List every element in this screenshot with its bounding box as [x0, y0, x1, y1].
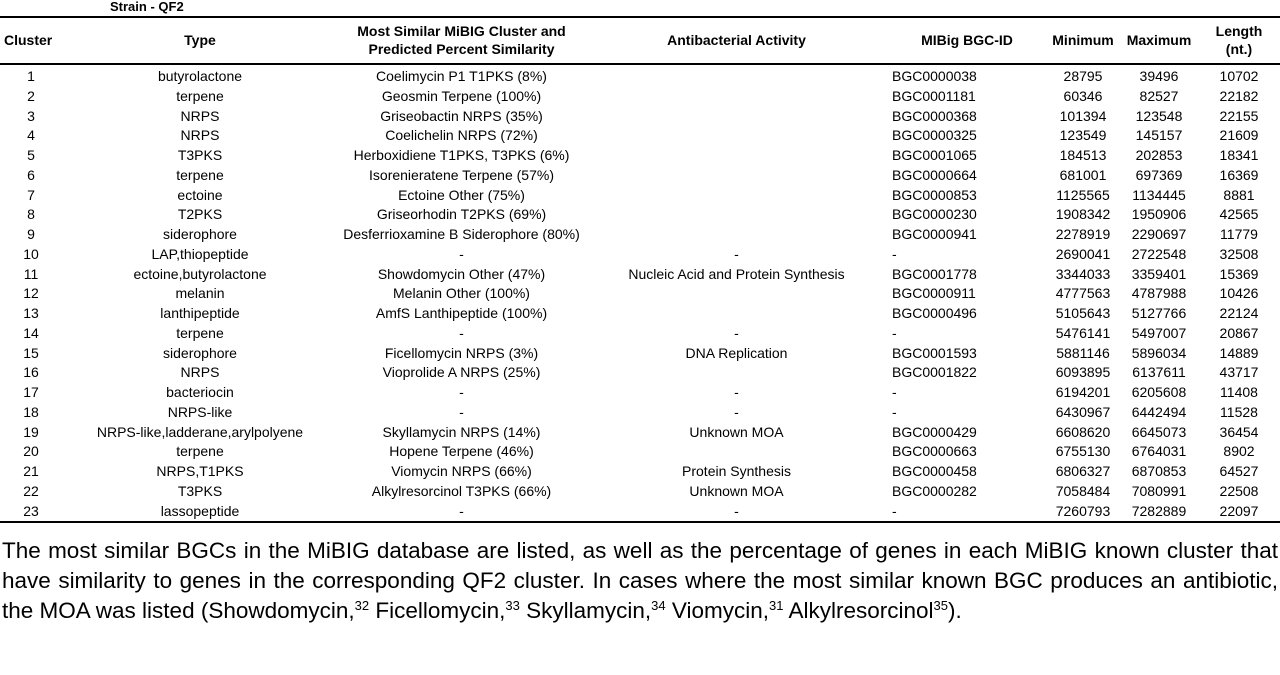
cell-bgc-id: BGC0000853 [892, 186, 977, 203]
cell-minimum: 5881146 [1056, 344, 1110, 361]
cell-activity [585, 304, 888, 324]
cell-activity [585, 166, 888, 186]
cell-minimum: 4777563 [1055, 285, 1111, 302]
caption-text: The most similar BGCs in the MiBIG database are listed, as well as the percentage of genes in each MiBIG known cluster that have similarity to genes in the corresponding QF2 cluster. In cases where the most similar known BGC produces an antibiotic, the MOA was listed ( [2, 538, 1278, 623]
table-row [0, 442, 1280, 462]
cell-activity [585, 284, 888, 304]
cell-cluster: 11 [23, 265, 39, 282]
cell-cluster: 16 [23, 364, 39, 381]
header-bgc-id: MIBig BGC-ID [888, 18, 1046, 64]
cell-maximum: 5896034 [1131, 344, 1187, 361]
cell-minimum: 1125565 [1056, 186, 1110, 203]
cell-maximum: 4787988 [1131, 285, 1187, 302]
cell-minimum: 101394 [1059, 107, 1107, 124]
cell-type: bacteriocin [166, 384, 234, 400]
header-type: Type [62, 18, 338, 64]
cell-length: 20867 [1219, 324, 1259, 341]
cell-minimum: 3344033 [1055, 265, 1111, 282]
cell-minimum: 5476141 [1055, 324, 1111, 341]
cell-length: 10702 [1219, 68, 1259, 84]
table-row [0, 245, 1280, 265]
table-row [0, 462, 1280, 482]
cell-cluster: 8 [27, 206, 35, 223]
cell-length: 42565 [1219, 206, 1259, 223]
cell-activity [585, 205, 888, 225]
cell-length: 15369 [1219, 265, 1259, 282]
cell-type: NRPS-like,ladderane,arylpolyene [96, 423, 304, 440]
cell-bgc-id: - [892, 324, 897, 341]
cell-type: ectoine,butyrolactone [133, 265, 267, 282]
cell-type: terpene [176, 87, 224, 104]
cell-type: lanthipeptide [160, 305, 240, 321]
caption-ref-name: Ficellomycin, [369, 598, 506, 623]
cell-activity: Unknown MOA [689, 482, 784, 499]
caption-ref-2 [369, 598, 520, 623]
cell-type: NRPS [180, 107, 220, 124]
cell-bgc-id: - [892, 384, 897, 400]
cell-similar-cluster: Hopene Terpene (46%) [389, 443, 534, 460]
cell-activity [585, 186, 888, 206]
cell-maximum: 6870853 [1131, 463, 1187, 479]
cell-cluster: 10 [23, 245, 39, 262]
cell-cluster: 21 [23, 463, 39, 479]
cell-type: T3PKS [177, 482, 223, 499]
cell-cluster: 13 [23, 305, 39, 321]
header-cluster: Cluster [0, 18, 62, 64]
cell-type: terpene [176, 443, 224, 460]
cell-similar-cluster: Herboxidiene T1PKS, T3PKS (6%) [353, 147, 570, 163]
table-row [0, 87, 1280, 107]
cell-bgc-id: - [892, 245, 897, 262]
cell-similar-cluster: Coelimycin P1 T1PKS (8%) [376, 68, 547, 84]
cell-activity [585, 442, 888, 462]
cell-activity: - [585, 502, 888, 523]
cell-minimum: 28795 [1063, 68, 1103, 84]
cell-type: siderophore [163, 344, 237, 361]
header-maximum: Maximum [1120, 18, 1198, 64]
cell-similar-cluster: Viomycin NRPS (66%) [391, 463, 532, 479]
cell-cluster: 9 [27, 226, 35, 242]
cell-similar-cluster: Vioprolide A NRPS (25%) [382, 364, 541, 381]
cell-minimum: 2690041 [1055, 245, 1111, 262]
cell-maximum: 3359401 [1131, 265, 1187, 282]
cell-minimum: 6093895 [1055, 364, 1111, 381]
cell-cluster: 3 [27, 107, 35, 124]
cell-bgc-id: BGC0000458 [892, 463, 977, 479]
cell-cluster: 17 [23, 384, 39, 400]
cell-activity [585, 87, 888, 107]
cell-activity [585, 363, 888, 383]
cell-bgc-id: BGC0001181 [892, 87, 976, 104]
cell-similar-cluster: - [459, 245, 464, 262]
cell-activity: Unknown MOA [689, 423, 784, 440]
cell-minimum: 5105643 [1055, 305, 1111, 321]
cell-bgc-id: - [888, 502, 1046, 523]
caption-ref-name: Showdomycin, [208, 598, 355, 623]
table-row [0, 126, 1280, 146]
cell-length: 22508 [1219, 482, 1259, 499]
cell-bgc-id: - [892, 403, 897, 420]
cell-maximum: 5497007 [1131, 324, 1187, 341]
cell-similar-cluster: Geosmin Terpene (100%) [381, 87, 542, 104]
cell-maximum: 6645073 [1131, 423, 1187, 440]
cell-type: siderophore [163, 226, 237, 242]
cell-type: LAP,thiopeptide [151, 245, 249, 262]
cell-minimum: 7260793 [1046, 502, 1120, 523]
cell-similar-cluster: - [459, 384, 464, 400]
cell-bgc-id: BGC0000230 [892, 206, 977, 223]
cell-bgc-id: BGC0000368 [892, 107, 977, 124]
cell-similar-cluster: Ficellomycin NRPS (3%) [384, 344, 539, 361]
cell-bgc-id: BGC0000282 [892, 482, 977, 499]
cell-length: 11408 [1220, 384, 1258, 400]
cell-minimum: 60346 [1063, 87, 1103, 104]
caption-ref-number: 31 [769, 598, 784, 613]
cell-bgc-id: BGC0000663 [892, 443, 977, 460]
cell-minimum: 123549 [1059, 127, 1107, 144]
caption-ref-1 [208, 598, 369, 623]
cell-bgc-id: BGC0001593 [892, 344, 977, 361]
cell-cluster: 12 [23, 285, 39, 302]
cell-similar-cluster: - [459, 324, 464, 341]
caption-ref-number: 33 [505, 598, 520, 613]
cell-activity: - [734, 384, 739, 400]
cell-minimum: 6194201 [1055, 384, 1111, 400]
strain-label: Strain - QF2 [110, 0, 184, 14]
cell-cluster: 6 [27, 166, 35, 183]
cell-minimum: 6806327 [1055, 463, 1111, 479]
header-similar-line2: Predicted Percent Similarity [368, 41, 555, 57]
cell-activity [585, 126, 888, 146]
cell-activity: - [734, 403, 739, 420]
cell-length: 11779 [1220, 226, 1258, 242]
cell-maximum: 145157 [1135, 127, 1183, 144]
header-minimum: Minimum [1046, 18, 1120, 64]
table-row [0, 64, 1280, 87]
cell-minimum: 6608620 [1055, 423, 1111, 440]
table-row [0, 344, 1280, 364]
table-row [0, 107, 1280, 127]
cell-length: 36454 [1219, 423, 1259, 440]
cell-type: T2PKS [177, 206, 223, 223]
header-length [1198, 18, 1280, 64]
cell-activity [585, 107, 888, 127]
cell-similar-cluster: - [459, 403, 464, 420]
caption-ref-number: 34 [651, 598, 666, 613]
table-row [0, 265, 1280, 285]
cell-maximum: 697369 [1135, 166, 1183, 183]
cell-length: 16369 [1219, 166, 1259, 183]
cell-type: terpene [176, 166, 224, 183]
cell-bgc-id: BGC0001065 [892, 147, 977, 163]
cell-maximum: 82527 [1139, 87, 1179, 104]
cell-bgc-id: BGC0000496 [892, 305, 977, 321]
caption-ref-name: Viomycin, [665, 598, 769, 623]
cell-similar-cluster: AmfS Lanthipeptide (100%) [375, 305, 548, 321]
cell-cluster: 14 [23, 324, 39, 341]
cell-length: 43717 [1219, 364, 1259, 381]
table-row [0, 186, 1280, 206]
cell-length: 22124 [1219, 305, 1259, 321]
cell-activity [585, 64, 888, 87]
cell-maximum: 7282889 [1120, 502, 1198, 523]
cell-cluster: 2 [27, 87, 35, 104]
cell-activity: DNA Replication [685, 344, 788, 361]
cell-length: 10426 [1219, 285, 1259, 302]
cell-maximum: 1134445 [1132, 186, 1186, 203]
cell-bgc-id: BGC0000325 [892, 127, 977, 144]
cell-minimum: 2278919 [1055, 226, 1111, 242]
cell-type: ectoine [177, 186, 223, 203]
cell-activity: - [734, 245, 739, 262]
header-length-line1: Length [1215, 23, 1263, 39]
cell-minimum: 184513 [1059, 147, 1107, 163]
table-row [0, 205, 1280, 225]
cell-maximum: 123548 [1135, 107, 1183, 124]
cell-bgc-id: BGC0000941 [892, 226, 977, 242]
header-similar-line1: Most Similar MiBIG Cluster and [357, 23, 566, 39]
cell-similar-cluster: Coelichelin NRPS (72%) [385, 127, 538, 144]
table-body [0, 64, 1280, 522]
cell-length: 22155 [1219, 107, 1259, 124]
caption-ref-name: Skyllamycin, [519, 598, 652, 623]
table-row [0, 284, 1280, 304]
header-activity: Antibacterial Activity [585, 18, 888, 64]
cell-type: NRPS [180, 364, 220, 381]
cell-cluster: 5 [27, 147, 35, 163]
cell-activity [585, 225, 888, 245]
table-row [0, 502, 1280, 523]
cell-similar-cluster: Ectoine Other (75%) [398, 186, 525, 203]
table-caption [2, 536, 1278, 626]
table-row [0, 324, 1280, 344]
table-row [0, 225, 1280, 245]
caption-ref-3 [520, 598, 666, 623]
cell-bgc-id: BGC0001822 [892, 364, 977, 381]
caption-ref-name: Alkylresorcinol [783, 598, 934, 623]
cell-minimum: 681001 [1059, 166, 1107, 183]
table-row [0, 166, 1280, 186]
cell-cluster: 19 [23, 423, 39, 440]
cell-maximum: 1950906 [1131, 206, 1187, 223]
cell-length: 8881 [1223, 186, 1255, 203]
cell-bgc-id: BGC0000038 [892, 68, 977, 84]
table-header [0, 18, 1280, 64]
cell-length: 8902 [1223, 443, 1255, 460]
cell-cluster: 7 [27, 186, 35, 203]
cell-activity: - [734, 324, 739, 341]
cell-maximum: 6442494 [1131, 403, 1187, 420]
cell-length: 21609 [1219, 127, 1259, 144]
cell-type: melanin [175, 285, 225, 302]
caption-ref-number: 32 [354, 598, 370, 613]
cell-length: 18341 [1219, 147, 1259, 163]
table-row [0, 363, 1280, 383]
header-length-line2: (nt.) [1225, 41, 1253, 57]
cell-similar-cluster: Skyllamycin NRPS (14%) [382, 423, 541, 440]
cell-type: T3PKS [177, 147, 223, 163]
bgc-table [0, 18, 1280, 523]
cell-maximum: 7080991 [1131, 482, 1187, 499]
table-row [0, 146, 1280, 166]
cell-minimum: 7058484 [1055, 482, 1111, 499]
cell-type: lassopeptide [62, 502, 338, 523]
cell-type: NRPS,T1PKS [156, 463, 244, 479]
cell-length: 14889 [1219, 344, 1259, 361]
cell-type: NRPS [180, 127, 220, 144]
cell-activity: Protein Synthesis [682, 463, 791, 479]
cell-maximum: 6764031 [1131, 443, 1187, 460]
cell-cluster: 18 [23, 403, 39, 420]
cell-similar-cluster: Griseobactin NRPS (35%) [380, 107, 543, 124]
cell-bgc-id: BGC0001778 [892, 265, 977, 282]
cell-cluster: 23 [0, 502, 62, 523]
header-similar [338, 18, 585, 64]
caption-ref-5 [783, 598, 948, 623]
table-row [0, 304, 1280, 324]
cell-length: 22182 [1219, 87, 1259, 104]
cell-type: terpene [176, 324, 224, 341]
cell-type: NRPS-like [167, 403, 233, 420]
cell-maximum: 2290697 [1131, 226, 1187, 242]
cell-cluster: 15 [23, 344, 39, 361]
header-row [0, 18, 1280, 64]
table-row [0, 383, 1280, 403]
cell-maximum: 6205608 [1131, 384, 1187, 400]
cell-cluster: 1 [27, 68, 35, 84]
cell-length: 32508 [1219, 245, 1259, 262]
cell-similar-cluster: Showdomycin Other (47%) [377, 265, 546, 282]
cell-minimum: 1908342 [1055, 206, 1111, 223]
cell-bgc-id: BGC0000664 [892, 166, 977, 183]
cell-maximum: 202853 [1135, 147, 1183, 163]
cell-similar-cluster: - [338, 502, 585, 523]
cell-maximum: 2722548 [1131, 245, 1187, 262]
cell-activity: Nucleic Acid and Protein Synthesis [628, 265, 845, 282]
cell-bgc-id: BGC0000429 [892, 423, 977, 440]
cell-cluster: 4 [27, 127, 35, 144]
cell-similar-cluster: Melanin Other (100%) [393, 285, 530, 302]
cell-length: 64527 [1219, 463, 1259, 479]
cell-similar-cluster: Isorenieratene Terpene (57%) [369, 166, 554, 183]
caption-closing: ). [948, 598, 962, 623]
cell-bgc-id: BGC0000911 [892, 285, 976, 302]
caption-ref-number: 35 [933, 598, 948, 613]
cell-similar-cluster: Griseorhodin T2PKS (69%) [376, 206, 547, 223]
cell-maximum: 6137611 [1132, 364, 1186, 381]
cell-type: butyrolactone [157, 68, 243, 84]
cell-activity [585, 146, 888, 166]
table-row [0, 423, 1280, 443]
caption-ref-4 [666, 598, 784, 623]
table-row [0, 403, 1280, 423]
cell-maximum: 5127766 [1131, 305, 1187, 321]
cell-cluster: 20 [23, 443, 39, 460]
cell-similar-cluster: Alkylresorcinol T3PKS (66%) [371, 482, 552, 499]
cell-cluster: 22 [23, 482, 39, 499]
cell-minimum: 6755130 [1055, 443, 1111, 460]
cell-length: 11528 [1220, 403, 1258, 420]
table-row [0, 482, 1280, 502]
cell-similar-cluster: Desferrioxamine B Siderophore (80%) [343, 226, 580, 242]
cell-minimum: 6430967 [1055, 403, 1111, 420]
cell-maximum: 39496 [1139, 68, 1179, 84]
cell-length: 22097 [1198, 502, 1280, 523]
